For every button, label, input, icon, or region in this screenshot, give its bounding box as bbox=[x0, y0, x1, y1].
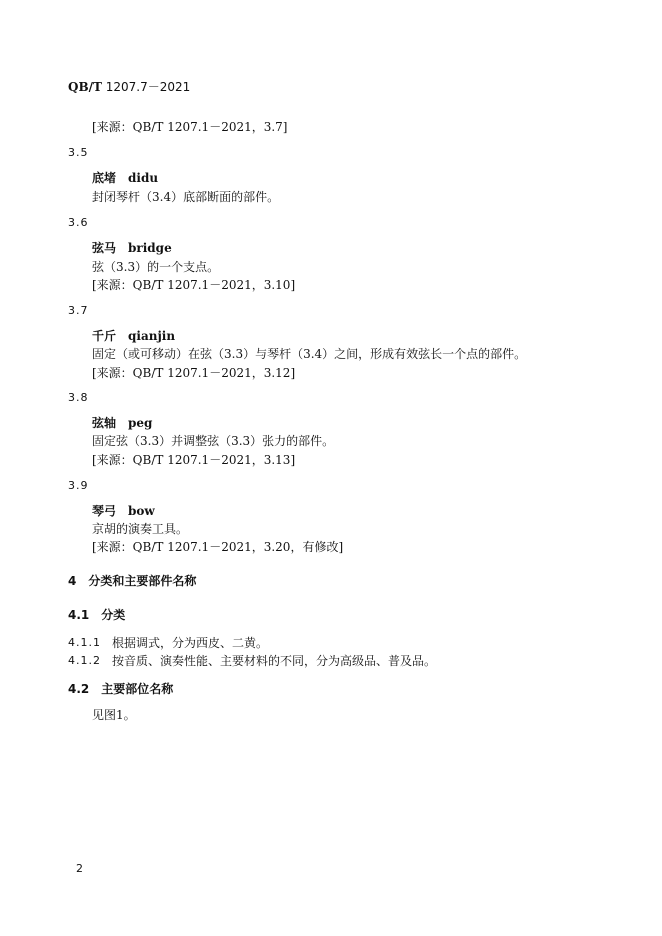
term-3-5: 底堵 didu bbox=[92, 171, 159, 185]
clause-number-3-6: 3.6 bbox=[68, 216, 89, 229]
source-3-8: [来源：QB/T 1207.1－2021，3.13] bbox=[92, 453, 296, 467]
clause-number-3-5: 3.5 bbox=[68, 146, 89, 159]
source-3-7: [来源：QB/T 1207.1－2021，3.12] bbox=[92, 366, 296, 380]
section-heading-4: 4 分类和主要部件名称 bbox=[68, 574, 197, 588]
definition-3-7: 固定（或可移动）在弦（3.3）与琴杆（3.4）之间，形成有效弦长一个点的部件。 bbox=[92, 347, 527, 361]
source-3-4: [来源：QB/T 1207.1－2021，3.7] bbox=[92, 120, 288, 134]
definition-3-6: 弦（3.3）的一个支点。 bbox=[92, 260, 220, 274]
clause-number-3-9: 3.9 bbox=[68, 479, 89, 492]
clause-number-3-7: 3.7 bbox=[68, 304, 89, 317]
text-4-1-1: 根据调式，分为西皮、二黄。 bbox=[112, 636, 269, 650]
text-4-2: 见图1。 bbox=[92, 708, 136, 722]
page-number: 2 bbox=[76, 862, 83, 875]
definition-3-9: 京胡的演奏工具。 bbox=[92, 522, 189, 536]
clause-number-4-1-2: 4.1.2 bbox=[68, 654, 101, 667]
definition-3-8: 固定弦（3.3）并调整弦（3.3）张力的部件。 bbox=[92, 434, 335, 448]
term-3-9: 琴弓 bow bbox=[92, 504, 155, 518]
text-4-1-2: 按音质、演奏性能、主要材料的不同，分为高级品、普及品。 bbox=[112, 654, 437, 668]
term-3-6: 弦马 bridge bbox=[92, 241, 172, 255]
term-3-8: 弦轴 peg bbox=[92, 416, 153, 430]
definition-3-5: 封闭琴杆（3.4）底部断面的部件。 bbox=[92, 190, 280, 204]
section-heading-4-2: 4.2 主要部位名称 bbox=[68, 682, 174, 696]
clause-number-4-1-1: 4.1.1 bbox=[68, 636, 101, 649]
section-heading-4-1: 4.1 分类 bbox=[68, 608, 126, 622]
term-3-7: 千斤 qianjin bbox=[92, 329, 176, 343]
document-header: QB/T 1207.7－2021 bbox=[68, 80, 191, 94]
source-3-9: [来源：QB/T 1207.1－2021，3.20，有修改] bbox=[92, 540, 344, 554]
clause-number-3-8: 3.8 bbox=[68, 391, 89, 404]
source-3-6: [来源：QB/T 1207.1－2021，3.10] bbox=[92, 278, 296, 292]
